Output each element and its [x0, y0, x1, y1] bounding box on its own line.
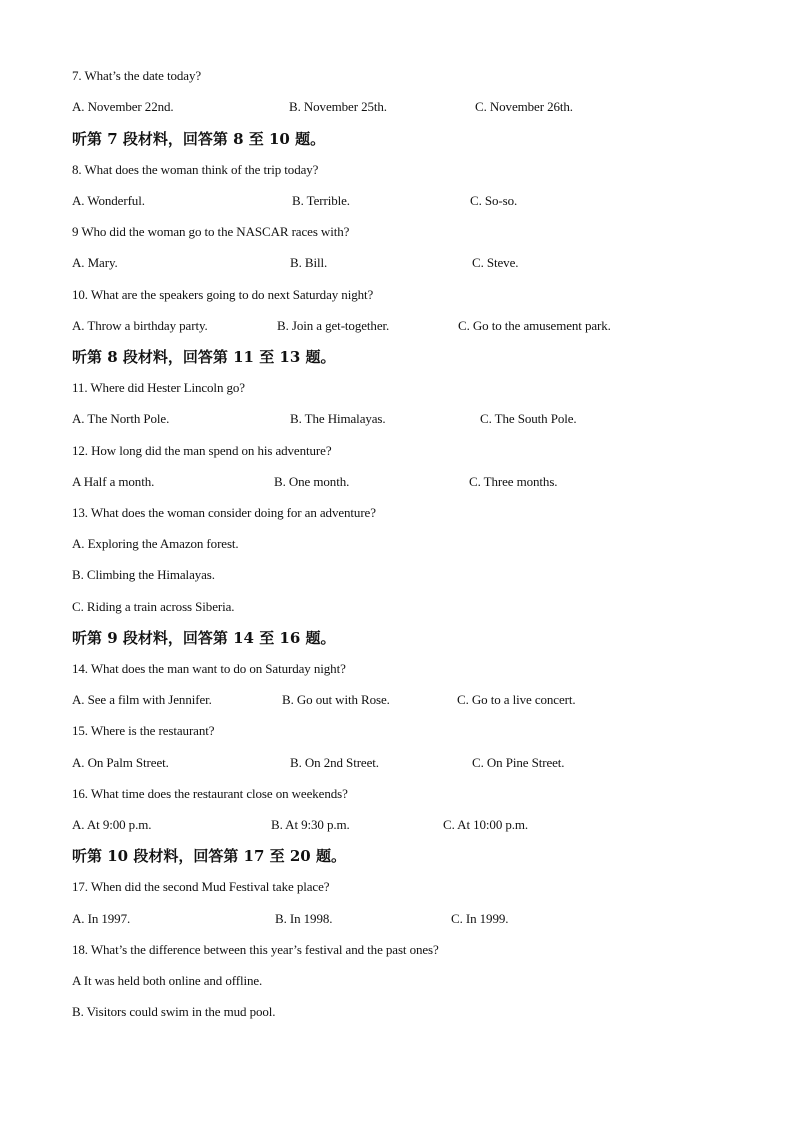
q15-option-a: A. On Palm Street.	[72, 755, 169, 770]
question-18: 18. What’s the difference between this year’s festival and the past ones?	[72, 942, 439, 957]
question-12: 12. How long did the man spend on his adventure?	[72, 443, 332, 458]
q8-option-c: C. So-so.	[470, 193, 518, 208]
q14-option-b: B. Go out with Rose.	[282, 692, 390, 707]
section-heading-9: 听第 9 段材料，回答第 14 至 16 题。	[72, 629, 336, 647]
q15-option-c: C. On Pine Street.	[472, 755, 565, 770]
q15-option-b: B. On 2nd Street.	[290, 755, 379, 770]
q9-option-a: A. Mary.	[72, 255, 118, 270]
q7-option-c: C. November 26th.	[475, 99, 573, 114]
question-8: 8. What does the woman think of the trip today?	[72, 162, 319, 177]
q9-option-b: B. Bill.	[290, 255, 328, 270]
q11-option-a: A. The North Pole.	[72, 411, 170, 426]
q7-option-b: B. November 25th.	[289, 99, 387, 114]
question-7: 7. What’s the date today?	[72, 68, 202, 83]
q12-option-a: A Half a month.	[72, 474, 155, 489]
question-10: 10. What are the speakers going to do next Saturday night?	[72, 287, 374, 302]
q18-option-a: A It was held both online and offline.	[72, 973, 263, 988]
q13-option-a: A. Exploring the Amazon forest.	[72, 536, 239, 551]
question-11: 11. Where did Hester Lincoln go?	[72, 380, 245, 395]
q10-option-c: C. Go to the amusement park.	[458, 318, 611, 333]
question-13: 13. What does the woman consider doing for an adventure?	[72, 505, 376, 520]
q17-option-c: C. In 1999.	[451, 911, 509, 926]
q14-option-a: A. See a film with Jennifer.	[72, 692, 212, 707]
section-heading-7: 听第 7 段材料，回答第 8 至 10 题。	[72, 130, 326, 148]
question-14: 14. What does the man want to do on Saturday night?	[72, 661, 346, 676]
section-heading-8: 听第 8 段材料，回答第 11 至 13 题。	[72, 348, 336, 366]
q10-option-b: B. Join a get-together.	[277, 318, 390, 333]
q10-option-a: A. Throw a birthday party.	[72, 318, 208, 333]
section-heading-10: 听第 10 段材料，回答第 17 至 20 题。	[72, 847, 346, 865]
q11-option-c: C. The South Pole.	[480, 411, 577, 426]
question-16: 16. What time does the restaurant close on weekends?	[72, 786, 348, 801]
q8-option-b: B. Terrible.	[292, 193, 350, 208]
q12-option-c: C. Three months.	[469, 474, 558, 489]
q16-option-a: A. At 9:00 p.m.	[72, 817, 152, 832]
q13-option-c: C. Riding a train across Siberia.	[72, 599, 235, 614]
q12-option-b: B. One month.	[274, 474, 350, 489]
q17-option-a: A. In 1997.	[72, 911, 131, 926]
q14-option-c: C. Go to a live concert.	[457, 692, 576, 707]
q13-option-b: B. Climbing the Himalayas.	[72, 567, 215, 582]
q17-option-b: B. In 1998.	[275, 911, 333, 926]
question-15: 15. Where is the restaurant?	[72, 723, 215, 738]
q16-option-c: C. At 10:00 p.m.	[443, 817, 529, 832]
question-9: 9 Who did the woman go to the NASCAR races with?	[72, 224, 350, 239]
q9-option-c: C. Steve.	[472, 255, 519, 270]
q8-option-a: A. Wonderful.	[72, 193, 145, 208]
q7-option-a: A. November 22nd.	[72, 99, 174, 114]
q16-option-b: B. At 9:30 p.m.	[271, 817, 350, 832]
question-17: 17. When did the second Mud Festival take place?	[72, 879, 330, 894]
q11-option-b: B. The Himalayas.	[290, 411, 386, 426]
q18-option-b: B. Visitors could swim in the mud pool.	[72, 1004, 276, 1019]
